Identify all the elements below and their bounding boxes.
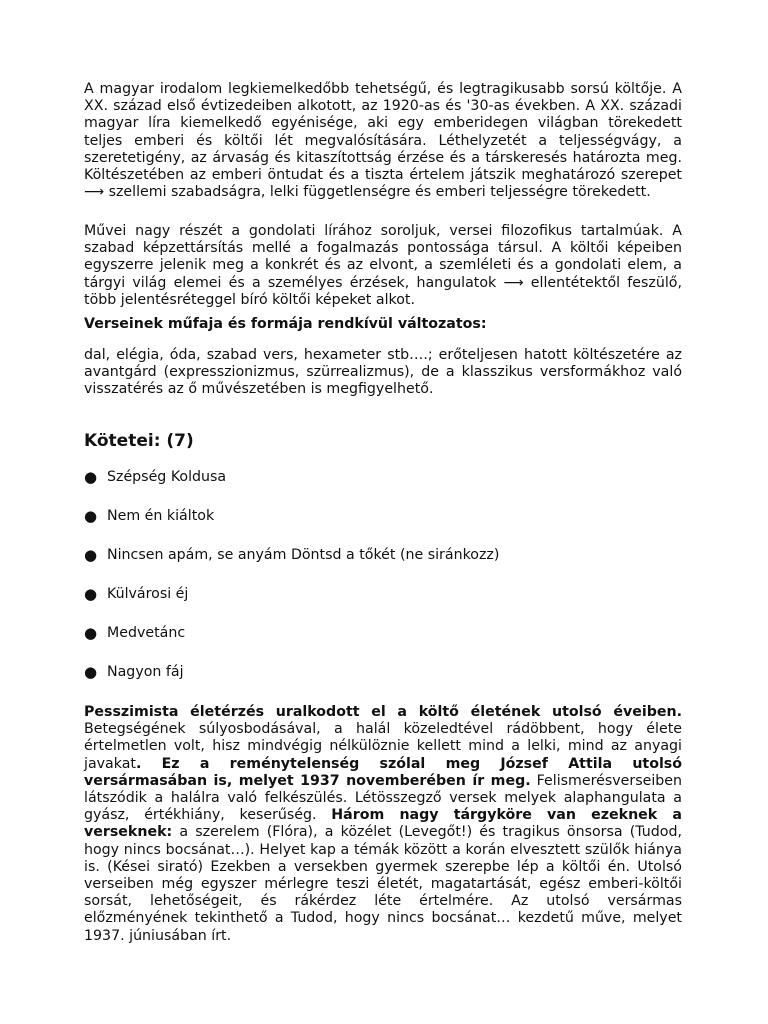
late-bold-2: . Ez a reménytelenség szólal meg József Attila utolsó versármasában is, melyet 1937 novemberében ír meg.	[84, 755, 682, 789]
late-text-2: Felismerésverseiben látszódik a halálra való felkészülés. Létösszegző versek melyek alaphangulata a gyász, értékhiány, keserűség.	[84, 772, 682, 824]
bullet-icon: ●	[84, 546, 98, 564]
volume-title: Medvetánc	[107, 625, 186, 641]
genre-paragraph: dal, elégia, óda, szabad vers, hexameter stb….; erőteljesen hatott költészetére az avantgárd (expresszionizmus, szürrealizmus), de a klasszikus versformákhoz való visszatérés az ő művészetében is megfigyelhető.	[84, 347, 682, 398]
list-item	[84, 508, 682, 547]
list-item	[84, 586, 682, 625]
volumes-list	[84, 469, 682, 703]
list-item	[84, 664, 682, 703]
volume-title: Nincsen apám, se anyám Döntsd a tőkét (ne siránkozz)	[107, 547, 500, 563]
volume-title: Nagyon fáj	[107, 664, 184, 680]
intro-text-1b: szellemi szabadságra, lelki függetlenségre és emberi teljességre törekedett.	[108, 184, 651, 201]
volume-title: Nem én kiáltok	[107, 508, 215, 524]
intro-text-1a: A magyar irodalom legkiemelkedőbb tehetségű, és legtragikusabb sorsú költője. A XX. század első évtizedeiben alkotott, az 1920-as és '30-as években. A XX. századi magyar líra kiemelkedő egyénisége, aki egy emberidegen világban törekedett teljes emberi és költői lét megvalósítására. Léthelyzetét a teljességvágy, a szeretetigény, az árvaság és kitaszítottság érzése és a társkeresés határozta meg. Költészetében az emberi öntudat és a tiszta értelem játszik meghatározó szerepet	[84, 81, 682, 184]
bullet-icon: ●	[84, 507, 98, 525]
late-bold-1: Pesszimista életérzés uralkodott el a költő életének utolsó éveiben.	[84, 704, 682, 720]
volume-title: Szépség Koldusa	[107, 469, 227, 485]
bullet-icon: ●	[84, 585, 98, 603]
intro-text-2a: Művei nagy részét a gondolati lírához soroljuk, versei filozofikus tartalmúak. A szabad képzettársítás mellé a fogalmazás pontossága társul. A költői képeiben egyszerre jelenik meg a konkrét és az elvont, a szemléleti és a gondolati elem, a tárgyi világ elemei és a személyes érzések, hangulatok	[84, 223, 682, 291]
late-text-3: a szerelem (Flóra), a közélet (Levegőt!) és tragikus önsorsa (Tudod, hogy nincs bocsánat…). Helyet kap a témák között a korán elvesztett szülők hiánya is. (Kései sirató) Ezekben a versekben gyermek szerepbe lép a költői én. Utolsó verseiben még egyszer mérlegre teszi életét, magatartását, egész emberi-költői sorsát, lehetőségeit, és rákérdez léte értelmére. Az utolsó versármas előzményének tekinthető a Tudod, hogy nincs bocsánat… kezdetű műve, melyet 1937. júniusában írt.	[84, 824, 682, 944]
list-item	[84, 469, 682, 508]
late-text-1: Betegségének súlyosbodásával, a halál közeledtével rádöbbent, hogy élete értelmetlen volt, hisz mindvégig nélkülöznie kellett mind a lelki, mind az anyagi javakat	[84, 721, 682, 772]
list-item	[84, 625, 682, 664]
list-item	[84, 547, 682, 586]
volume-title: Külvárosi éj	[107, 586, 189, 602]
bullet-icon: ●	[84, 468, 98, 486]
arrow-icon: ⟶	[84, 184, 105, 201]
late-poems-paragraph	[84, 704, 682, 945]
intro-text-2b: ellentétektől feszülő, több jelentésréteggel bíró költői képeket alkot.	[84, 274, 682, 308]
bullet-icon: ●	[84, 624, 98, 642]
intro-paragraph-2	[84, 223, 682, 309]
late-bold-3: Három nagy tárgyköre van ezeknek a verseknek:	[84, 807, 682, 841]
bullet-icon: ●	[84, 663, 98, 681]
arrow-icon: ⟶	[503, 274, 524, 291]
genre-heading: Verseinek műfaja és formája rendkívül változatos:	[84, 316, 487, 332]
volumes-heading: Kötetei: (7)	[84, 431, 194, 451]
intro-paragraph-1	[84, 81, 682, 201]
